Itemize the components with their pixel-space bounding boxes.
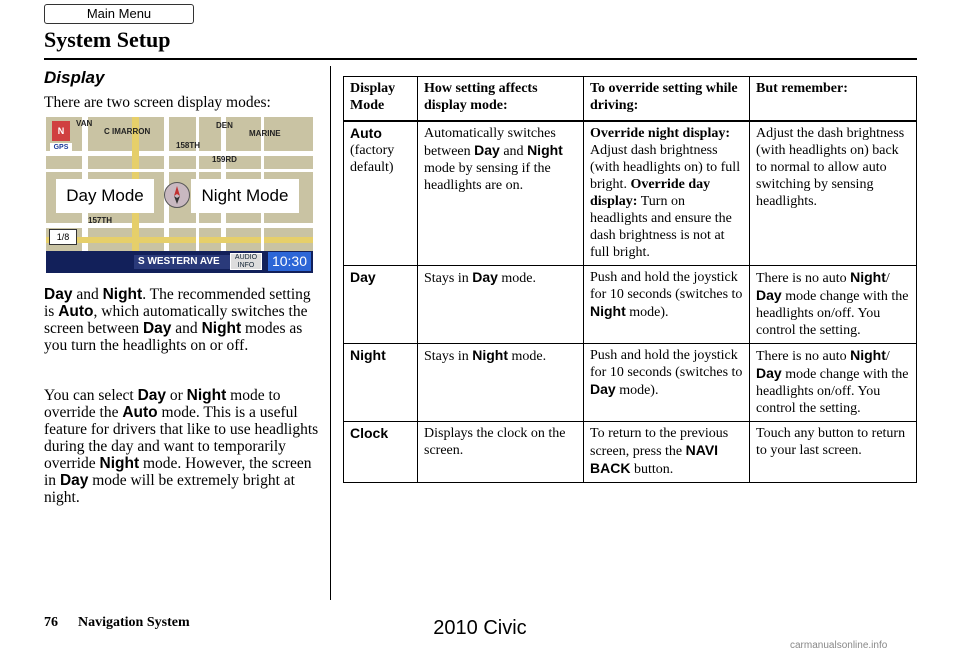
mode-labels <box>56 179 299 213</box>
navigation-screenshot <box>46 117 313 273</box>
model-label: 2010 Civic <box>433 617 527 639</box>
map-label: C IMARRON <box>104 127 151 136</box>
text-run: You can select <box>44 387 138 404</box>
keyword: Day <box>756 287 782 303</box>
keyword: Night <box>201 320 242 337</box>
text-run: mode. <box>508 349 547 364</box>
map-scale: 1/8 <box>49 229 77 245</box>
map-label: VAN <box>76 119 93 128</box>
text-run: mode will be extremely bright at night. <box>44 472 295 506</box>
remember-cell <box>750 422 917 483</box>
override-cell <box>584 121 750 266</box>
text-run: button. <box>630 462 674 477</box>
column-header: Display Mode <box>344 77 418 122</box>
mode-cell <box>344 422 418 483</box>
text-run: Stays in <box>424 271 473 286</box>
text-run: Push and hold the joystick for 10 seconds (switches to <box>590 270 743 302</box>
text-run: , which automatically switches the screen between <box>44 303 308 337</box>
keyword: Night <box>590 303 626 319</box>
table-row <box>344 422 917 483</box>
text-run: mode by sensing if the headlights are on. <box>424 161 551 193</box>
paragraph-override <box>44 387 324 506</box>
keyword: Night <box>850 269 886 285</box>
mode-cell <box>344 344 418 422</box>
keyword: Day <box>590 381 616 397</box>
text-run: Adjust dash brightness (with headlights on) to full bright. <box>590 143 741 192</box>
override-cell <box>584 422 750 483</box>
keyword: Auto <box>122 404 158 421</box>
intro-text: There are two screen display modes: <box>44 94 271 111</box>
text-run: There is no auto <box>756 349 851 364</box>
keyword: Night <box>527 142 563 158</box>
text-run: / <box>885 271 890 286</box>
text-run: Displays the clock on the screen. <box>424 426 566 458</box>
text-run: Stays in <box>424 349 473 364</box>
map-bottom-bar <box>46 251 313 273</box>
text-run: and <box>72 286 103 303</box>
affects-cell <box>418 266 584 344</box>
emphasis: Override day display: <box>590 177 711 209</box>
map-label: 159RD <box>212 155 237 164</box>
text-run: modes as you turn the headlights on or off. <box>44 320 303 354</box>
mode-cell <box>344 266 418 344</box>
keyword: Night <box>102 286 143 303</box>
compass-icon <box>164 182 190 208</box>
text-run: mode. However, the screen in <box>44 455 312 489</box>
night-mode-label: Night Mode <box>191 179 299 213</box>
main-menu-button[interactable]: Main Menu <box>44 4 194 24</box>
map-label: 158TH <box>176 141 201 150</box>
keyword: Day <box>44 286 73 303</box>
affects-cell <box>418 344 584 422</box>
keyword: Night <box>850 347 886 363</box>
clock-display[interactable]: 10:30 <box>268 252 311 271</box>
text-run: Push and hold the joystick for 10 seconds (switches to <box>590 348 743 380</box>
display-settings-table <box>343 76 917 483</box>
mode-note: (factory default) <box>350 143 395 175</box>
map-label: DEN <box>216 121 233 130</box>
remember-cell <box>750 266 917 344</box>
map-label: MARINE <box>249 129 281 138</box>
keyword: Day <box>756 365 782 381</box>
text-run: mode). <box>615 383 659 398</box>
text-run: or <box>166 387 187 404</box>
keyword: Day <box>474 142 500 158</box>
text-run: and <box>171 320 202 337</box>
text-run: Touch any button to return to your last screen. <box>756 426 906 458</box>
keyword: Auto <box>58 303 94 320</box>
text-run: mode change with the headlights on/off. You control the setting. <box>756 289 909 338</box>
override-cell <box>584 344 750 422</box>
mode-name: Clock <box>350 425 389 441</box>
table-row <box>344 344 917 422</box>
audio-info-button[interactable]: AUDIO INFO <box>230 253 262 270</box>
keyword: Day <box>59 472 89 489</box>
affects-cell <box>418 422 584 483</box>
page-number: 76 <box>44 615 58 630</box>
title-divider <box>44 58 917 60</box>
section-heading: Display <box>44 68 105 87</box>
text-run: Turn on headlights and ensure the dash brightness is not at full bright. <box>590 194 732 260</box>
footer-section: Navigation System <box>78 615 190 630</box>
text-run: mode. <box>497 271 537 286</box>
remember-cell <box>750 344 917 422</box>
mode-name: Auto <box>350 125 382 141</box>
map-label: 157TH <box>88 216 113 225</box>
keyword: NAVI BACK <box>590 442 719 476</box>
text-run: mode. This is a useful feature for drivers that like to use headlights during the day and want to temporarily override <box>44 404 319 472</box>
text-run: . The recommended setting is <box>44 286 311 320</box>
mode-name: Night <box>350 347 386 363</box>
table-row <box>344 121 917 266</box>
text-run: mode change with the headlights on/off. You control the setting. <box>756 367 909 416</box>
column-header: How setting affects display mode: <box>418 77 584 122</box>
gps-icon: GPS <box>50 143 72 153</box>
keyword: Night <box>472 347 508 363</box>
table-row <box>344 266 917 344</box>
table-header-row <box>344 77 917 122</box>
page-title: System Setup <box>44 27 171 52</box>
text-run: To return to the previous screen, press the <box>590 426 729 459</box>
text-run: mode). <box>625 305 669 320</box>
mode-cell <box>344 121 418 266</box>
text-run: Adjust the dash brightness (with headlights on) back to normal to allow auto switching by sensing headlights. <box>756 126 905 209</box>
day-mode-label: Day Mode <box>56 179 154 213</box>
affects-cell <box>418 121 584 266</box>
column-divider <box>330 66 331 600</box>
emphasis: Override night display: <box>590 126 731 141</box>
watermark: carmanualsonline.info <box>790 640 888 651</box>
north-indicator-icon: N <box>52 121 70 141</box>
keyword: Night <box>186 387 227 404</box>
keyword: Day <box>137 387 166 404</box>
text-run: Automatically switches between <box>424 126 556 159</box>
keyword: Night <box>99 455 140 472</box>
keyword: Day <box>142 320 172 337</box>
text-run: mode to override the <box>44 387 281 421</box>
paragraph-modes <box>44 286 324 354</box>
text-run: There is no auto <box>756 271 851 286</box>
remember-cell <box>750 121 917 266</box>
keyword: Day <box>472 269 498 285</box>
text-run: and <box>499 144 528 159</box>
column-header: But remember: <box>750 77 917 122</box>
street-name: S WESTERN AVE <box>134 255 230 269</box>
override-cell <box>584 266 750 344</box>
text-run: / <box>885 349 890 364</box>
column-header: To override setting while driving: <box>584 77 750 122</box>
mode-name: Day <box>350 269 376 285</box>
